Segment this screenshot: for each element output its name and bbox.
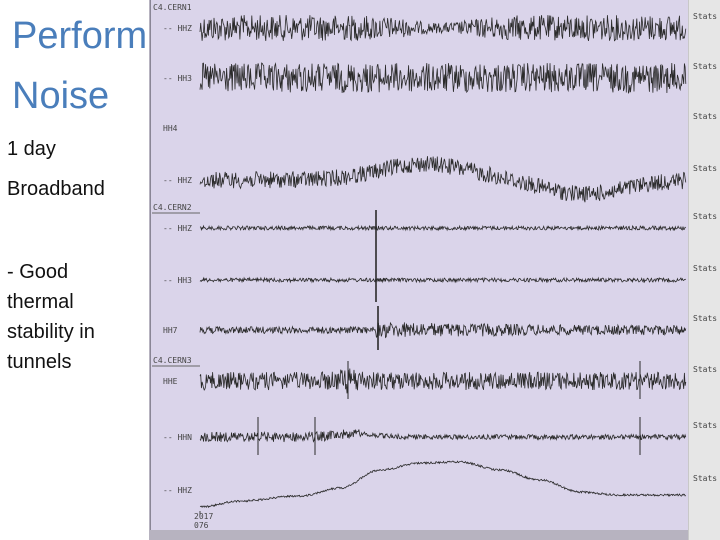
station-label-1: C4.CERN2 — [153, 203, 192, 212]
bullet-broadband: Broadband — [7, 178, 105, 200]
slide-title-line-1: Perform — [12, 15, 148, 57]
station-label-0: C4.CERN1 — [153, 3, 192, 12]
channel-label-3: -- HHZ — [163, 176, 192, 185]
channel-label-5: -- HH3 — [163, 276, 192, 285]
trace-waveform-1 — [200, 63, 686, 93]
bullet-duration: 1 day — [7, 138, 56, 160]
station-label-2: C4.CERN3 — [153, 356, 192, 365]
stats-label-2: Stats — [693, 112, 718, 121]
time-axis-day: 076 — [194, 521, 209, 530]
channel-label-2: HH4 — [163, 124, 178, 133]
slide-title-line-2: Noise — [12, 75, 110, 117]
trace-waveform-4 — [200, 226, 686, 230]
channel-label-0: -- HHZ — [163, 24, 192, 33]
stats-label-1: Stats — [693, 62, 718, 71]
stats-label-7: Stats — [693, 365, 718, 374]
stats-label-4: Stats — [693, 212, 718, 221]
trace-waveform-8 — [200, 430, 686, 443]
trace-waveform-7 — [200, 369, 686, 394]
time-axis-year: 2017 — [194, 512, 214, 521]
channel-label-4: -- HHZ — [163, 224, 192, 233]
bullet-thermal-stability: - Good thermal stability in tunnels — [7, 261, 95, 373]
trace-waveform-5 — [200, 278, 686, 282]
channel-label-8: -- HHN — [163, 433, 192, 442]
stats-label-6: Stats — [693, 314, 718, 323]
stats-label-0: Stats — [693, 12, 718, 21]
channel-label-1: -- HH3 — [163, 74, 192, 83]
channel-label-7: HHE — [163, 377, 178, 386]
channel-label-6: HH7 — [163, 326, 178, 335]
channel-label-9: -- HHZ — [163, 486, 192, 495]
stats-label-3: Stats — [693, 164, 718, 173]
stats-label-9: Stats — [693, 474, 718, 483]
trace-waveform-9 — [200, 461, 686, 507]
trace-waveform-0 — [200, 15, 686, 41]
trace-waveform-3 — [200, 156, 686, 202]
trace-waveform-6 — [200, 322, 686, 337]
stats-label-5: Stats — [693, 264, 718, 273]
stats-label-8: Stats — [693, 421, 718, 430]
